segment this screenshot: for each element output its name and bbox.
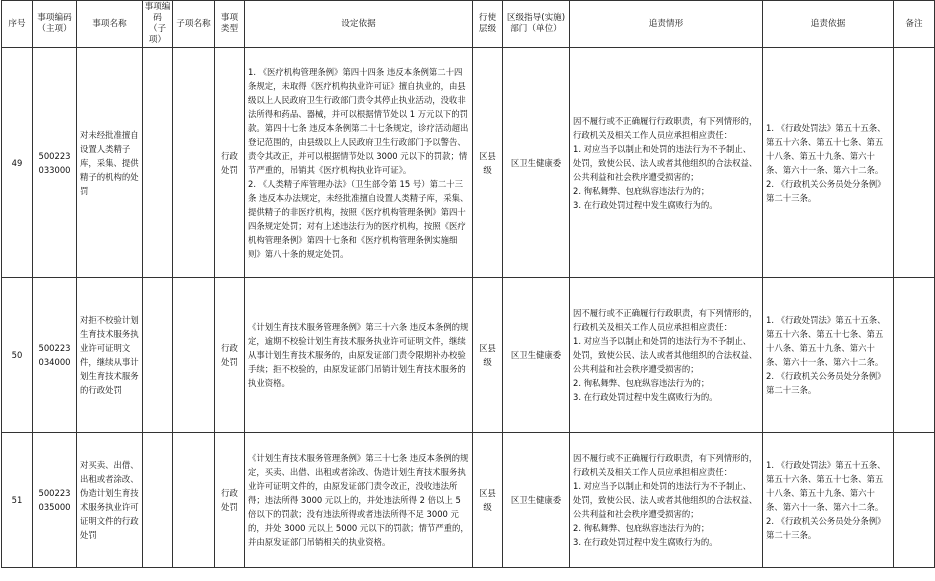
row-level: 区县 级 [473, 48, 503, 278]
row-level: 区县 级 [473, 433, 503, 568]
row-name: 对未经批准擅自设置人类精子库，采集、提供精子的机构的处罚 [77, 48, 143, 278]
header-note: 备注 [894, 1, 935, 48]
row-cases [570, 433, 763, 568]
row-seq: 51 [2, 433, 33, 568]
case-item: 3. 在行政处罚过程中发生腐败行为的。 [573, 392, 718, 402]
header-name: 事项名称 [77, 1, 143, 48]
rule-item: 2. 《行政机关公务员处分条例》第二十三条。 [766, 178, 886, 203]
row-dept: 区卫生健康委 [503, 48, 570, 278]
row-type: 行政 处罚 [215, 48, 245, 278]
row-code-sub [143, 48, 173, 278]
row-rules [763, 433, 894, 568]
basis-paragraph: 2. 《人类精子库管理办法》（卫生部令第 15 号）第二十三条 违反本办法规定，未经批准擅自设置人类精子库，采集、提供精子的非医疗机构，按照《医疗机构管理条例》第四十四条规定处罚；对有上述违法行为的医疗机构，按照《医疗机构管理条例》第四十七条和《医疗机构管理条例实施细则》第八十条的规定处罚。 [248, 178, 469, 259]
table-row [2, 278, 935, 433]
row-note [894, 278, 935, 433]
case-item: 3. 在行政处罚过程中发生腐败行为的。 [573, 537, 718, 547]
row-sub-name [173, 278, 215, 433]
case-item: 1. 对应当予以制止和处罚的违法行为不予制止、处罚，致使公民、法人或者其他组织的合法权益、公共利益和社会秩序遭受损害的； [573, 336, 758, 374]
row-dept: 区卫生健康委 [503, 278, 570, 433]
row-basis [245, 48, 473, 278]
row-code: 500223 033000 [33, 48, 77, 278]
case-item: 2. 徇私舞弊、包庇纵容违法行为的； [573, 185, 710, 196]
row-note [894, 433, 935, 568]
case-item: 3. 在行政处罚过程中发生腐败行为的。 [573, 199, 718, 210]
accountability-table [1, 0, 935, 568]
header-rules: 追责依据 [763, 1, 894, 48]
header-code-main: 事项编码 （主项） [33, 1, 77, 48]
basis-paragraph: 1. 《医疗机构管理条例》第四十四条 违反本条例第二十四条规定，未取得《医疗机构执业许可证》擅自执业的，由县级以上人民政府卫生行政部门责令其停止执业活动，没收非法所得和药品、器械，并可以根据情节处以 1 万元以下的罚款。第四十七条 违反本条例第二十七条规定，诊疗活动超出登记范围的，由县级以上人民政府卫生行政部门予以警告、责令其改正，并可以根据情节处以 3000 元以下的罚款；情节严重的，吊销其《医疗机构执业许可证》。 [248, 66, 469, 175]
rule-item: 2. 《行政机关公务员处分条例》第二十三条。 [766, 516, 886, 540]
rule-item: 2. 《行政机关公务员处分条例》第二十三条。 [766, 371, 886, 395]
header-seq: 序号 [2, 1, 33, 48]
rule-item: 1. 《行政处罚法》第五十五条、第五十六条、第五十七条、第五十八条、第五十九条、第六十条、第六十一条、第六十二条。 [766, 315, 886, 367]
case-item: 因不履行或不正确履行行政职责，有下列情形的，行政机关及相关工作人员应承担相应责任： [573, 453, 758, 477]
header-basis: 设定依据 [245, 1, 473, 48]
case-item: 1. 对应当予以制止和处罚的违法行为不予制止、处罚，致使公民、法人或者其他组织的合法权益、公共利益和社会秩序遭受损害的； [573, 481, 758, 519]
row-note [894, 48, 935, 278]
row-type: 行政 处罚 [215, 433, 245, 568]
row-code-sub [143, 433, 173, 568]
row-sub-name [173, 48, 215, 278]
row-basis [245, 433, 473, 568]
row-sub-name [173, 433, 215, 568]
rule-item: 1. 《行政处罚法》第五十五条、第五十六条、第五十七条、第五十八条、第五十九条、第六十条、第六十一条、第六十二条。 [766, 122, 886, 175]
header-cases: 追责情形 [570, 1, 763, 48]
rule-item: 1. 《行政处罚法》第五十五条、第五十六条、第五十七条、第五十八条、第五十九条、第六十条、第六十一条、第六十二条。 [766, 460, 886, 512]
row-dept: 区卫生健康委 [503, 433, 570, 568]
header-sub-name: 子项名称 [173, 1, 215, 48]
row-seq: 50 [2, 278, 33, 433]
case-item: 1. 对应当予以制止和处罚的违法行为不予制止、处罚，致使公民、法人或者其他组织的合法权益、公共利益和社会秩序遭受损害的； [573, 143, 758, 182]
table-row [2, 433, 935, 568]
row-code-sub [143, 278, 173, 433]
case-item: 因不履行或不正确履行行政职责，有下列情形的，行政机关及相关工作人员应承担相应责任： [573, 308, 758, 332]
row-code: 500223 034000 [33, 278, 77, 433]
row-level: 区县 级 [473, 278, 503, 433]
header-level: 行使 层级 [473, 1, 503, 48]
table-row [2, 48, 935, 278]
basis-paragraph: 《计划生育技术服务管理条例》第三十六条 违反本条例的规定，逾期不校验计划生育技术服务执业许可证明文件，继续从事计划生育技术服务的，由原发证部门责令限期补办校验手续；拒不校验的，由原发证部门吊销计划生育技术服务的执业资格。 [248, 322, 469, 388]
row-name: 对买卖、出借、出租或者涂改、伪造计划生育技术服务执业许可证明文件的行政处罚 [77, 433, 143, 568]
case-item: 因不履行或不正确履行行政职责，有下列情形的，行政机关及相关工作人员应承担相应责任： [573, 115, 758, 140]
row-seq: 49 [2, 48, 33, 278]
row-basis [245, 278, 473, 433]
basis-paragraph: 《计划生育技术服务管理条例》第三十七条 违反本条例的规定，买卖、出借、出租或者涂改、伪造计划生育技术服务执业许可证明文件的，由原发证部门责令改正，没收违法所得；违法所得 3000 元以上的，并处违法所得 2 倍以上 5 倍以下的罚款；没有违法所得或者违法所得不足 3000 元的，并处 3000 元以上 5000 元以下的罚款；情节严重的，并由原发证部门吊销相关的执业资格。 [248, 453, 469, 547]
row-type: 行政 处罚 [215, 278, 245, 433]
case-item: 2. 徇私舞弊、包庇纵容违法行为的； [573, 523, 710, 533]
row-code: 500223 035000 [33, 433, 77, 568]
row-cases [570, 278, 763, 433]
header-row [2, 1, 935, 48]
header-type: 事项 类型 [215, 1, 245, 48]
case-item: 2. 徇私舞弊、包庇纵容违法行为的； [573, 378, 710, 388]
row-name: 对拒不校验计划生育技术服务执业许可证明文件，继续从事计划生育技术服务的行政处罚 [77, 278, 143, 433]
header-code-sub: 事项编码 （子项） [143, 1, 173, 48]
row-rules [763, 278, 894, 433]
header-dept: 区级指导(实施) 部门（单位） [503, 1, 570, 48]
row-rules [763, 48, 894, 278]
row-cases [570, 48, 763, 278]
